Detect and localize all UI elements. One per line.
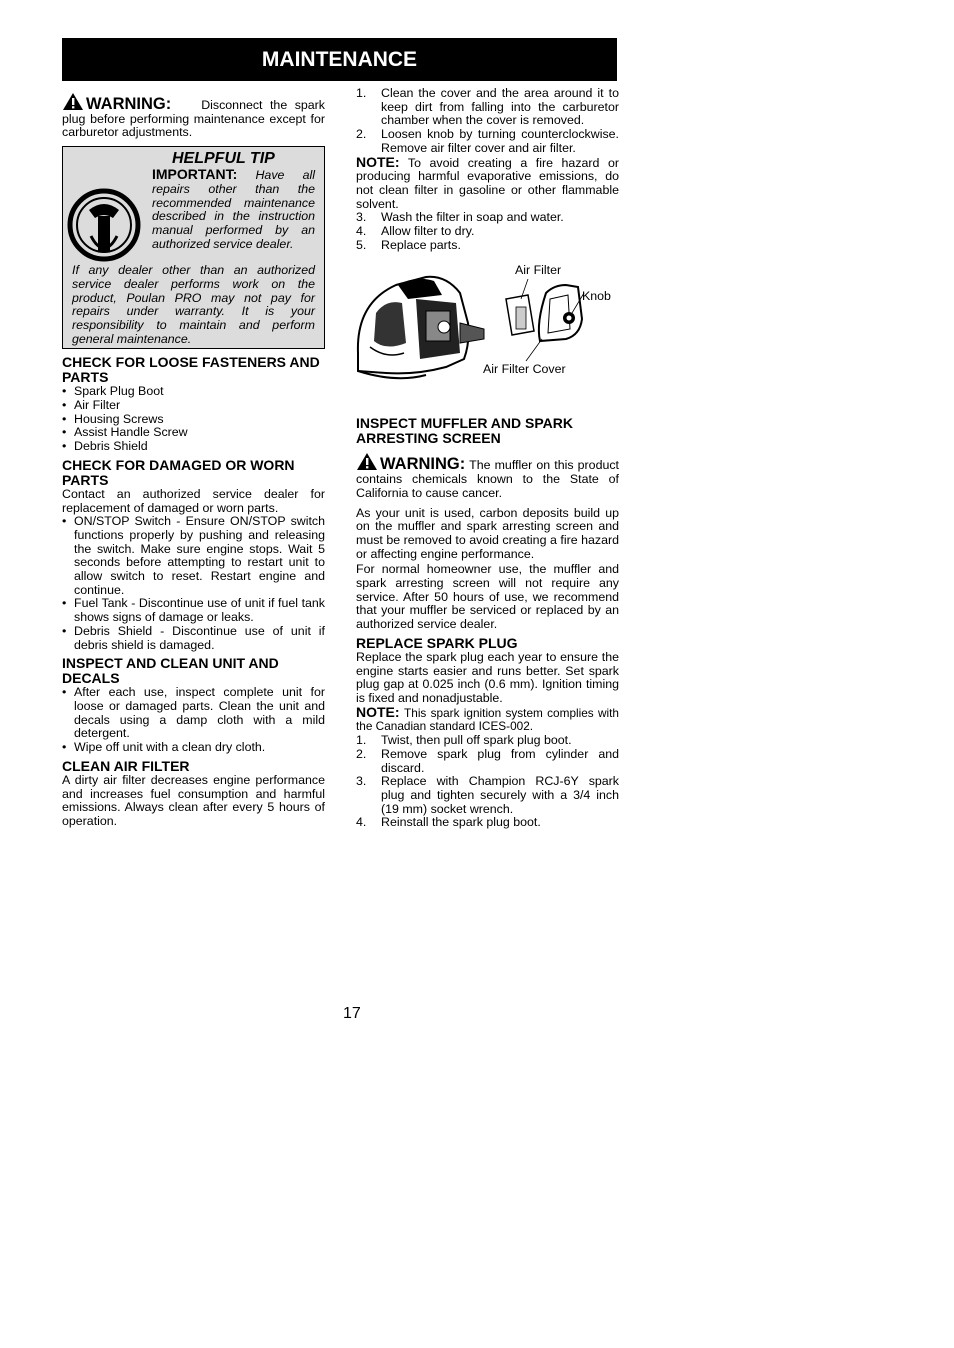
list-item: 4. Reinstall the spark plug boot. [356,815,541,830]
list-item: • Assist Handle Screw [62,425,188,440]
list-item: 5. Replace parts. [356,237,461,252]
check-loose-heading: CHECK FOR LOOSE FASTENERS AND PARTS [62,354,320,386]
muffler-warning-paragraph [356,452,619,500]
note-text: This spark ignition system complies with the Canadian standard ICES-002. [356,705,619,734]
muffler-heading: INSPECT MUFFLER AND SPARK ARRESTING SCREEN [356,415,573,447]
left-column [62,92,325,829]
note-paragraph-2 [356,703,619,734]
note-paragraph [356,153,619,212]
list-item: • Housing Screws [62,411,164,426]
spark-plug-steps [356,734,619,830]
list-item: 4. Allow filter to dry. [356,224,475,239]
list-item: 1. Clean the cover and the area around it to keep dirt from falling into the carburetor chamber when the cover is removed. [356,86,619,128]
list-item: 2. Loosen knob by turning counterclockwise. Remove air filter cover and air filter. [356,127,619,155]
tip-more-text: If any dealer other than an authorized service dealer performs work on the product, Poulan PRO may not pay for repairs under warranty. It is your responsibility to maintain and perform general maintenance. [72,263,315,346]
inspect-clean-list [62,686,325,755]
filter-steps-a [356,87,619,156]
list-item: • Wipe off unit with a clean dry cloth. [62,740,266,755]
warning-text: The muffler on this product contains chemicals known to the State of California to cause cancer. [356,458,619,500]
label-air-filter: Air Filter [515,263,562,278]
warning-label: WARNING: [86,95,172,113]
helpful-tip-title: HELPFUL TIP [172,150,275,168]
warning-label: WARNING: [380,455,466,474]
warning-paragraph [62,92,325,140]
wrench-icon [67,186,142,264]
note-text: To avoid creating a fire hazard or producing harmful evaporative emissions, do not clean filter in gasoline or other flammable solvent. [356,155,619,211]
warning-text: Disconnect the spark plug before performing maintenance except for carburetor adjustments. [62,98,325,140]
spark-plug-text: Replace the spark plug each year to ensure the engine starts easier and runs better. Set spark plug gap at 0.025 inch (0.6 mm). Ignition timing is fixed and nonadjustable. [356,649,619,705]
note-label: NOTE: [356,153,400,170]
filter-steps-b [356,211,619,252]
list-item: 1. Twist, then pull off spark plug boot. [356,733,572,748]
check-loose-list [62,385,325,454]
list-item: • Debris Shield [62,439,148,454]
warning-triangle-icon [356,452,378,471]
list-item: • Air Filter [62,398,121,413]
air-filter-figure [356,263,619,388]
list-item: • Spark Plug Boot [62,384,164,399]
check-damaged-heading: CHECK FOR DAMAGED OR WORN PARTS [62,456,295,488]
list-item: 3. Replace with Champion RCJ-6Y spark plug and tighten securely with a 3/4 inch (19 mm) socket wrench. [356,774,619,816]
inspect-clean-heading: INSPECT AND CLEAN UNIT AND DECALS [62,655,279,687]
page-title: MAINTENANCE [62,38,617,81]
important-paragraph [152,168,315,264]
label-air-filter-cover: Air Filter Cover [483,362,566,377]
clean-air-filter-text: A dirty air filter decreases engine performance and increases fuel consumption and harmful emissions. Always clean after every 5 hours of operation. [62,772,325,828]
check-damaged-list [62,515,325,652]
list-item: 2. Remove spark plug from cylinder and discard. [356,746,619,775]
important-text: Have all repairs other than the recommended maintenance described in the instruction manual performed by an authorized service dealer. [152,168,315,251]
list-item: 3. Wash the filter in soap and water. [356,210,564,225]
note-label: NOTE: [356,703,400,720]
list-item: • Fuel Tank - Discontinue use of unit if fuel tank shows signs of damage or leaks. [62,596,325,625]
right-column [356,87,619,830]
helpful-tip-box [62,146,325,349]
muffler-paragraph-1: As your unit is used, carbon deposits build up on the muffler and spark arresting screen and must be removed to avoid creating a fire hazard or affecting engine performance. [356,505,619,561]
list-item: • Debris Shield - Discontinue use of unit if debris shield is damaged. [62,623,325,652]
muffler-paragraph-2: For normal homeowner use, the muffler and spark arresting screen will not require any service. After 50 hours of use, we recommend that your muffler be serviced or replaced by an authorized service dealer. [356,562,619,632]
list-item: • ON/STOP Switch - Ensure ON/STOP switch functions properly by pushing and releasing the switch. Make sure engine stops. Wait 5 seconds before attempting to restart unit to allow switch to reset. Restart engine and continue. [62,514,325,597]
label-knob: Knob [582,289,611,304]
important-label: IMPORTANT: [152,166,238,183]
list-item: • After each use, inspect complete unit for loose or damaged parts. Clean the unit and decals using a damp cloth with a mild detergent. [62,685,325,741]
spark-plug-heading: REPLACE SPARK PLUG [356,634,518,651]
page-number: 17 [343,1005,361,1022]
warning-triangle-icon [62,92,84,111]
check-damaged-intro: Contact an authorized service dealer for replacement of damaged or worn parts. [62,486,325,515]
clean-air-filter-heading: CLEAN AIR FILTER [62,757,190,774]
